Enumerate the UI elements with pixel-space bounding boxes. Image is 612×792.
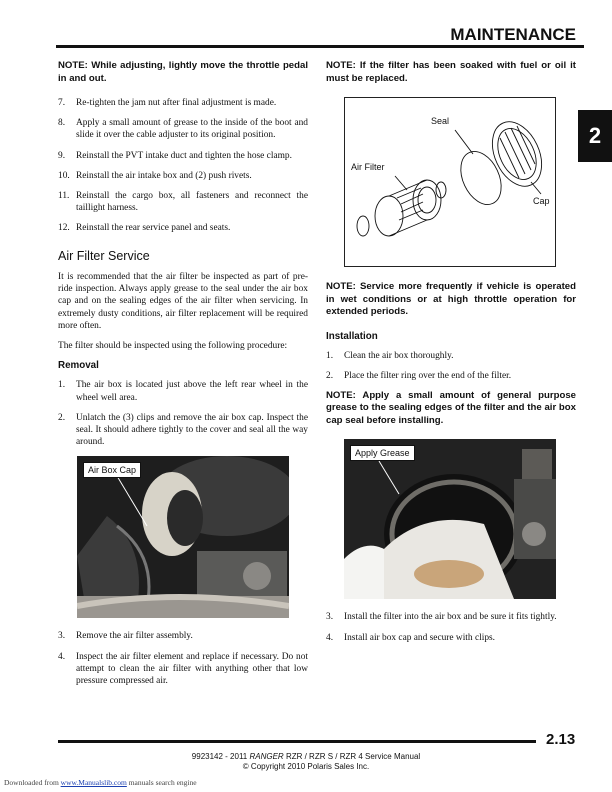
removal-heading: Removal — [58, 360, 99, 372]
header-rule — [56, 45, 584, 48]
list-item: 1. Clean the air box thoroughly. — [326, 350, 454, 361]
list-item: 8. Apply a small amount of grease to the inside of the boot and slide it over the cable adjuster to its original position. — [58, 118, 308, 141]
install-steps-continued — [326, 611, 576, 643]
right-column — [326, 60, 576, 652]
footer-text — [150, 752, 462, 771]
list-item: 4. Install air box cap and secure with clips. — [326, 632, 495, 643]
manual-title: 9923142 - 2011 RANGER RZR / RZR S / RZR 4 Service Manual — [191, 752, 421, 761]
procedure-paragraph: The filter should be inspected using the following procedure: — [58, 341, 288, 352]
air-filter-diagram — [344, 97, 556, 267]
install-steps — [326, 350, 576, 382]
page-number: 2.13 — [546, 731, 576, 748]
installation-heading: Installation — [326, 330, 378, 342]
list-item: 2. Unlatch the (3) clips and remove the air box cap. Inspect the seal. It should adhere tightly to the cover and seal all the way around. — [58, 412, 308, 448]
list-item: 2. Place the filter ring over the end of the filter. — [326, 370, 512, 381]
air-box-photo-art — [77, 456, 289, 618]
steps-list-a — [58, 97, 308, 235]
apply-grease-photo-art — [344, 439, 556, 599]
copyright: © Copyright 2010 Polaris Sales Inc. — [242, 761, 370, 771]
air-filter-label: Air Filter — [351, 162, 385, 172]
apply-grease-label: Apply Grease — [350, 445, 415, 461]
list-item: 11. Reinstall the cargo box, all fasteners and reconnect the taillight harness. — [58, 191, 308, 214]
list-item: 1. The air box is located just above the left rear wheel in the wheel well area. — [58, 380, 308, 403]
air-filter-service-heading: Air Filter Service — [58, 248, 150, 263]
list-item: 7. Re-tighten the jam nut after final adjustment is made. — [58, 98, 277, 108]
intro-paragraph: It is recommended that the air filter be inspected as part of pre-ride inspection. Always apply grease to the seal under the air box cap and on the sealing edges of the air filter when servicing. In extremely dusty conditions, air filter replacement will be required more often. — [58, 271, 308, 331]
air-box-cap-label: Air Box Cap — [83, 462, 141, 478]
throttle-note: NOTE: While adjusting, lightly move the throttle pedal in and out. — [58, 60, 308, 84]
air-filter-exploded-art — [345, 98, 555, 266]
section-title: MAINTENANCE — [450, 25, 576, 44]
removal-steps — [58, 379, 308, 448]
removal-steps-continued — [58, 630, 308, 687]
seal-label: Seal — [431, 116, 450, 126]
list-item: 4. Inspect the air filter element and replace if necessary. Do not attempt to clean the air filter with anything other that low pressure compressed air. — [58, 651, 308, 687]
manualslib-link[interactable]: www.Manualslib.com — [60, 778, 127, 787]
service-frequency-note: NOTE: Service more frequently if vehicle is operated in wet conditions or at high throttle operation for extended periods. — [326, 281, 576, 317]
grease-note: NOTE: Apply a small amount of general purpose grease to the sealing edges of the filter and the air box cap seal before installing. — [326, 389, 576, 426]
left-column — [58, 60, 308, 695]
download-notice: Downloaded from www.Manualslib.com manuals search engine — [4, 778, 197, 787]
fuel-soaked-note: NOTE: If the filter has been soaked with fuel or oil it must be replaced. — [326, 60, 576, 84]
cap-label: Cap — [533, 196, 550, 206]
air-box-cap-photo — [77, 456, 289, 618]
footer-rule — [58, 740, 536, 743]
list-item: 9. Reinstall the PVT intake duct and tighten the hose clamp. — [58, 150, 292, 161]
list-item: 3. Install the filter into the air box and be sure it fits tightly. — [326, 612, 557, 623]
chapter-tab: 2 — [578, 110, 612, 162]
list-item: 10. Reinstall the air intake box and (2) push rivets. — [58, 170, 252, 181]
list-item: 12. Reinstall the rear service panel and seats. — [58, 223, 231, 234]
list-item: 3. Remove the air filter assembly. — [58, 631, 193, 642]
apply-grease-photo — [344, 439, 556, 599]
